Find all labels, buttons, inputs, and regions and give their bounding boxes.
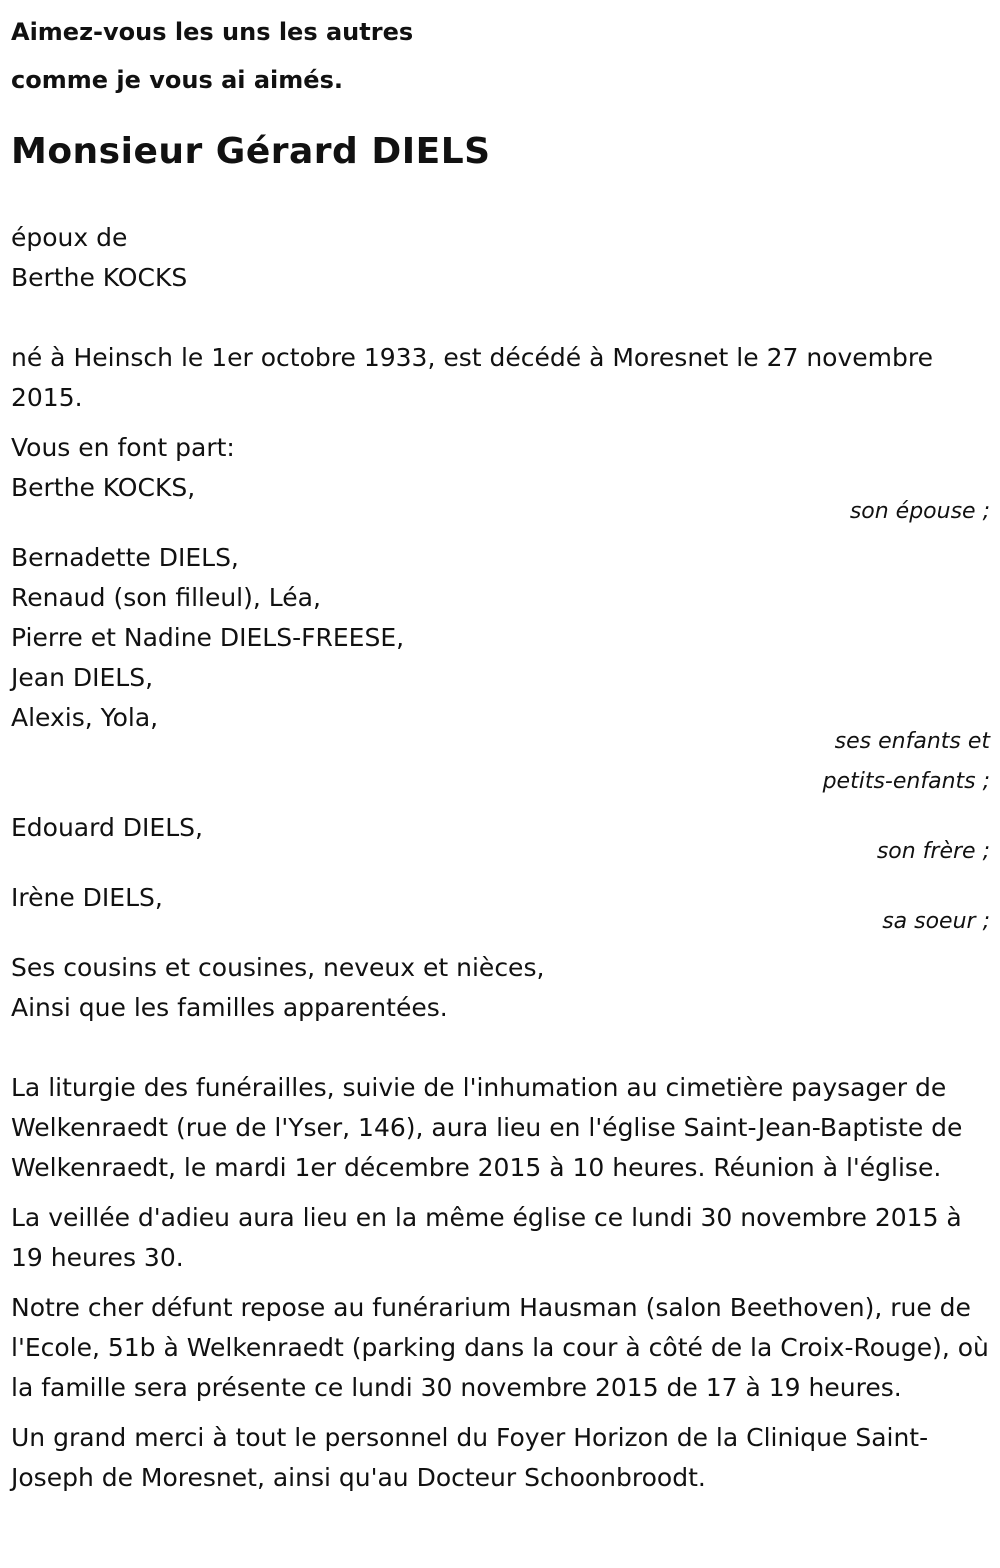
family-name: Irène DIELS, [11,883,163,912]
family-name: Renaud (son filleul), Léa, [11,583,321,612]
extended-family-line: Ses cousins et cousines, neveux et nièces, [11,953,545,982]
announce-intro: Vous en font part: [11,433,235,462]
vigil-paragraph: La veillée d'adieu aura lieu en la même église ce lundi 30 novembre 2015 à 19 heures 30. [11,1203,962,1272]
family-name: Pierre et Nadine DIELS-FREESE, [11,623,405,652]
birth-death-text: né à Heinsch le 1er octobre 1933, est décédé à Moresnet le 27 novembre 2015. [11,343,933,412]
family-name: Alexis, Yola, [11,703,159,732]
extended-family-line: Ainsi que les familles apparentées. [11,993,448,1022]
family-role: sa soeur ; [882,909,990,934]
verse-line-2: comme je vous ai aimés. [11,66,343,94]
family-group-spouse [11,468,990,532]
family-name: Berthe KOCKS, [11,473,196,502]
family-name: Edouard DIELS, [11,813,203,842]
spouse-block [11,218,990,298]
family-name: Bernadette DIELS, [11,543,239,572]
family-role: son épouse ; [849,499,990,524]
thanks-paragraph: Un grand merci à tout le personnel du Foyer Horizon de la Clinique Saint-Joseph de Moresnet, ainsi qu'au Docteur Schoonbroodt. [11,1423,929,1492]
spouse-name: Berthe KOCKS [11,263,188,292]
verse-line-1: Aimez-vous les uns les autres [11,18,414,46]
announce-block [11,428,990,1028]
family-name: Jean DIELS, [11,663,154,692]
bible-verse [11,0,990,104]
family-role: son frère ; [876,839,990,864]
family-role-line: petits-enfants ; [822,769,990,794]
funeral-home-paragraph: Notre cher défunt repose au funérarium Hausman (salon Beethoven), rue de l'Ecole, 51b à Welkenraedt (parking dans la cour à côté de la Croix-Rouge), où la famille sera présente ce lundi 30 novembre 2015 de 17 à 19 heures. [11,1293,989,1402]
family-group-children [11,538,990,802]
deceased-name-title: Monsieur Gérard DIELS [11,131,491,172]
extended-family [11,948,990,1028]
family-group-sister [11,878,990,942]
birth-death-block [11,338,990,418]
spouse-intro: époux de [11,223,128,252]
funeral-liturgy-paragraph: La liturgie des funérailles, suivie de l'inhumation au cimetière paysager de Welkenraedt (rue de l'Yser, 146), aura lieu en l'église Saint-Jean-Baptiste de Welkenraedt, le mardi 1er décembre 2015 à 10 heures. Réunion à l'église. [11,1073,963,1182]
family-role-line: ses enfants et [834,729,990,754]
family-group-brother [11,808,990,872]
